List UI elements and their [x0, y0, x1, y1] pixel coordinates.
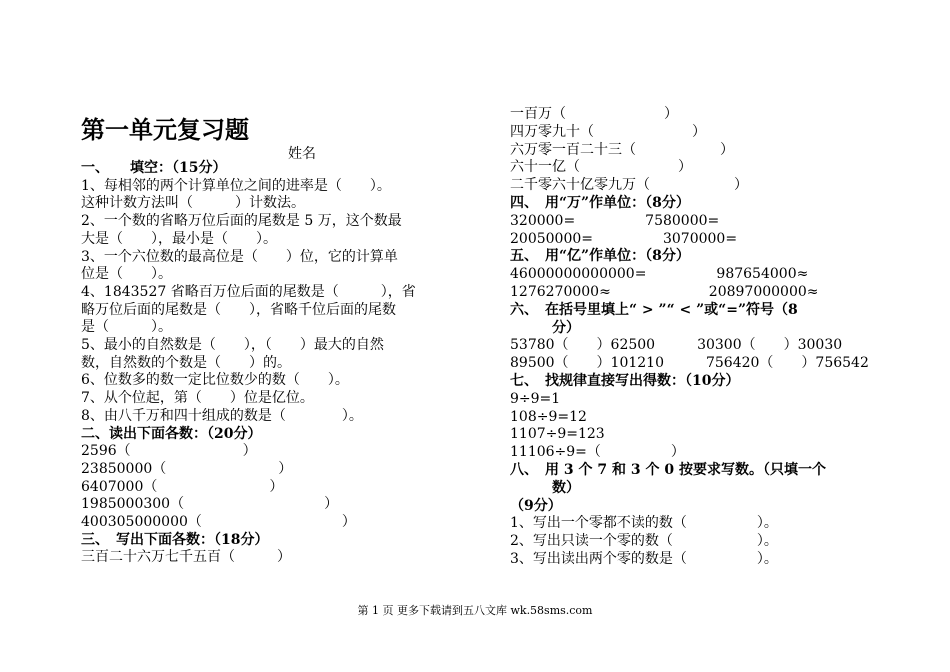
question-line: 1、每相邻的两个计算单位之间的进率是（ ）。 [81, 177, 391, 194]
question-line: 11106÷9=（ ） [510, 444, 685, 461]
question-line: 六万零一百二十三（ ） [510, 141, 734, 158]
name-label: 姓名 [288, 146, 316, 162]
section-heading: 四、 用“万”作单位：（8分） [510, 195, 690, 211]
section-heading: 五、 用“亿”作单位：（8分） [510, 248, 690, 265]
question-line: 二千零六十亿零九万（ ） [510, 177, 748, 194]
question-line: 400305000000（ ） [81, 514, 356, 530]
question-line: 7、从个位起，第（ ）位是亿位。 [81, 390, 314, 407]
question-line: 数，自然数的个数是（ ）的。 [81, 354, 291, 371]
question-line: 这种计数方法叫（ ）计数法。 [81, 195, 305, 212]
question-line: 2、一个数的省略万位后面的尾数是 5 万，这个数最 [81, 213, 402, 230]
question-line: 53780（ ）62500 30300（ ）30030 [510, 337, 843, 354]
question-line: 320000= 7580000= [510, 212, 720, 229]
question-line: 20050000= 3070000= [510, 230, 738, 247]
question-line: 四万零九十（ ） [510, 123, 706, 140]
section-heading: 数） [510, 479, 580, 496]
question-line: 三百二十六万七千五百（ ） [81, 549, 291, 566]
question-line: 8、由八千万和四十组成的数是（ ）。 [81, 407, 363, 424]
question-line: 108÷9=12 [510, 408, 587, 425]
question-line: 6407000（ ） [81, 478, 284, 495]
page-title: 第一单元复习题 [81, 116, 249, 144]
question-line: 3、写出读出两个零的数是（ ）。 [510, 551, 778, 567]
question-line: 4、1843527 省略百万位后面的尾数是（ ），省 [81, 283, 416, 300]
question-line: 1985000300（ ） [81, 496, 339, 513]
question-line: 2596（ ） [81, 443, 257, 460]
section-heading: 三、 写出下面各数：（18分） [81, 531, 269, 548]
question-line: 9÷9=1 [510, 390, 561, 407]
question-line: 一百万（ ） [510, 106, 678, 122]
question-line: 23850000（ ） [81, 460, 293, 477]
question-line: 1、写出一个零都不读的数（ ）。 [510, 515, 778, 532]
question-line: 六十一亿（ ） [510, 159, 692, 176]
question-line: 2、写出只读一个零的数（ ）。 [510, 533, 778, 550]
section-heading: 六、 在括号里填上“ > ”“ < ”或“=”符号（8 [510, 301, 798, 318]
question-line: 位是（ ）。 [81, 266, 172, 283]
page-footer: 第 1 页 更多下载请到五八文库 wk.58sms.com [357, 604, 593, 617]
question-line: 3、一个六位数的最高位是（ ）位，它的计算单 [81, 248, 398, 265]
question-line: 略万位后面的尾数是（ ），省略千位后面的尾数 [81, 301, 396, 318]
section-heading: 一、 填空：（15分） [81, 160, 227, 176]
question-line: 6、位数多的数一定比位数少的数（ ）。 [81, 372, 349, 389]
question-line: 5、最小的自然数是（ ），（ ）最大的自然 [81, 337, 384, 353]
question-line: 大是（ ），最小是（ ）。 [81, 230, 277, 247]
section-heading: 八、 用 3 个 7 和 3 个 0 按要求写数。（只填一个 [510, 462, 826, 478]
section-heading: 分） [510, 319, 580, 336]
question-line: 是（ ）。 [81, 319, 172, 336]
question-line: 46000000000000= 987654000≈ [510, 266, 809, 283]
question-line: 89500（ ）101210 756420（ ）756542 [510, 355, 869, 372]
question-line: 1276270000≈ 20897000000≈ [510, 284, 819, 300]
question-line: 1107÷9=123 [510, 426, 605, 443]
section-heading: 七、 找规律直接写出得数：（10分） [510, 373, 740, 389]
section-heading: （9分） [510, 497, 562, 514]
section-heading: 二、读出下面各数：（20分） [81, 425, 262, 442]
